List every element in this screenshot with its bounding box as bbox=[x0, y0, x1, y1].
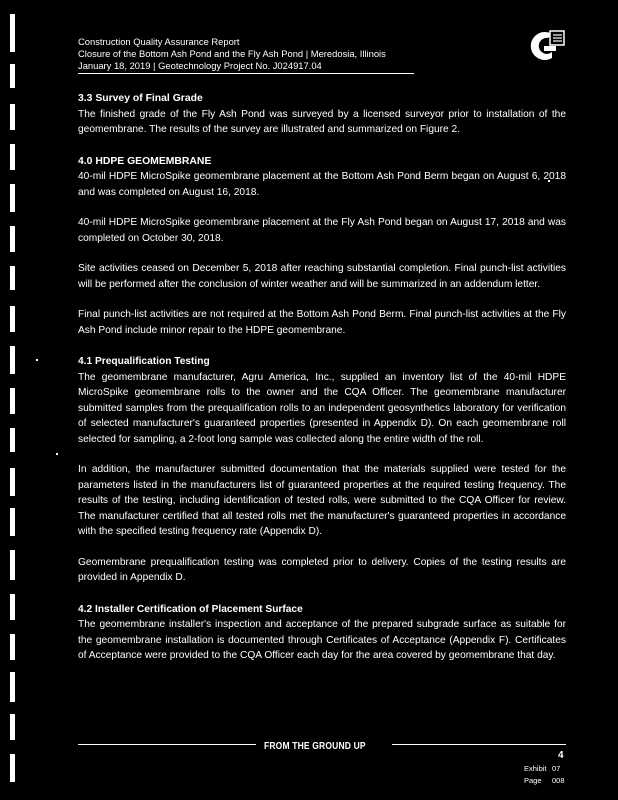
section-4-1-paragraph-2: In addition, the manufacturer submitted documentation that the materials supplied were tested for the parameters listed in the manufacturers list of guaranteed properties at the required testing frequency. The results of the testing, including identification of tested rolls, were submitted to the CQA Officer for review. The manufacturer certified that all tested rolls met the manufacturer's guaranteed properties in accordance with the specified testing frequency rate (Appendix D). bbox=[78, 464, 566, 537]
section-3-3-heading: 3.3 Survey of Final Grade bbox=[78, 93, 203, 104]
binder-mark bbox=[10, 550, 15, 580]
binder-mark bbox=[10, 104, 15, 130]
report-header bbox=[78, 36, 414, 74]
binder-mark bbox=[10, 266, 15, 290]
binder-mark bbox=[10, 428, 15, 452]
binder-mark bbox=[10, 306, 15, 332]
report-title: Construction Quality Assurance Report bbox=[78, 36, 240, 47]
section-4-1-paragraph-3: Geomembrane prequalification testing was completed prior to delivery. Copies of the testing results are provided in Appendix D. bbox=[78, 556, 566, 583]
section-4-0-paragraph-2: 40-mil HDPE MicroSpike geomembrane placement at the Fly Ash Pond began on August 17, 2018 and was completed on October 30, 2018. bbox=[78, 217, 566, 244]
page-number: 4 bbox=[558, 750, 564, 761]
page-stamp-label: Page bbox=[524, 776, 542, 785]
binder-mark bbox=[10, 672, 15, 702]
exhibit-stamp bbox=[524, 764, 561, 774]
section-4-0-heading: 4.0 HDPE GEOMEMBRANE bbox=[78, 155, 212, 167]
binder-mark bbox=[10, 346, 15, 374]
project-name: Closure of the Bottom Ash Pond and the Fly Ash Pond | Meredosia, Illinois bbox=[78, 48, 386, 59]
binder-mark bbox=[10, 754, 15, 782]
report-date-project-no: January 18, 2019 | Geotechnology Project No. J024917.04 bbox=[78, 60, 322, 71]
section-4-2-heading: 4.2 Installer Certification of Placement Surface bbox=[78, 603, 303, 615]
footer-tagline: FROM THE GROUND UP bbox=[264, 741, 366, 752]
exhibit-value: 07 bbox=[552, 764, 561, 773]
section-4-0-paragraph-3: Site activities ceased on December 5, 2018 after reaching substantial completion. Final punch-list activities will be performed after the conclusion of winter weather and will be summarized in an addendum letter. bbox=[78, 263, 566, 290]
page-stamp-value: 008 bbox=[552, 776, 565, 785]
section-4-0-paragraph-1: 40-mil HDPE MicroSpike geomembrane placement at the Bottom Ash Pond Berm began on August 6, 2018 and was completed on August 16, 2018. bbox=[78, 171, 566, 198]
header-rule bbox=[78, 73, 414, 74]
binder-mark bbox=[10, 634, 15, 660]
section-4-0-paragraph-4: Final punch-list activities are not required at the Bottom Ash Pond Berm. Final punch-list activities at the Fly Ash Pond include minor repair to the HDPE geomembrane. bbox=[78, 309, 566, 336]
binder-mark bbox=[10, 388, 15, 414]
section-4-2-paragraph-1: The geomembrane installer's inspection and acceptance of the prepared subgrade surface as suitable for the geomembrane installation is documented through Certificates of Acceptance (Appendix F). Certificates of Acceptance were provided to the CQA Officer each day for the area covered by geomembrane that day. bbox=[78, 619, 566, 661]
binder-mark bbox=[10, 468, 15, 496]
binder-mark bbox=[10, 14, 15, 52]
binder-mark bbox=[10, 64, 15, 88]
scan-speck bbox=[56, 453, 58, 455]
scan-speck bbox=[36, 359, 38, 361]
binder-mark bbox=[10, 714, 15, 740]
document-body bbox=[78, 91, 566, 664]
binder-mark bbox=[10, 184, 15, 212]
footer-rule-right bbox=[392, 744, 566, 745]
binder-mark bbox=[10, 508, 15, 536]
exhibit-label: Exhibit bbox=[524, 764, 547, 773]
section-4-1-heading: 4.1 Prequalification Testing bbox=[78, 356, 210, 367]
section-3-3-paragraph: The finished grade of the Fly Ash Pond was surveyed by a licensed surveyor prior to installation of the geomembrane. The results of the survey are illustrated and summarized on Figure 2. bbox=[78, 108, 566, 135]
binder-mark bbox=[10, 144, 15, 170]
section-4-1-paragraph-1: The geomembrane manufacturer, Agru America, Inc., supplied an inventory list of the 40-mil HDPE MicroSpike geomembrane rolls to the owner and the CQA Officer. The geomembrane manufacturer submitted samples from the prequalification rolls to an independent geosynthetics laboratory for verification of selected manufacturer's guaranteed properties (presented in Appendix D). On each geomembrane roll selected for sampling, a 2-foot long sample was collected along the entire width of the roll. bbox=[78, 371, 566, 445]
page-stamp bbox=[524, 776, 565, 786]
binder-mark bbox=[10, 594, 15, 620]
footer-rule-left bbox=[78, 744, 256, 745]
company-logo-icon bbox=[526, 28, 566, 62]
binder-mark bbox=[10, 226, 15, 252]
